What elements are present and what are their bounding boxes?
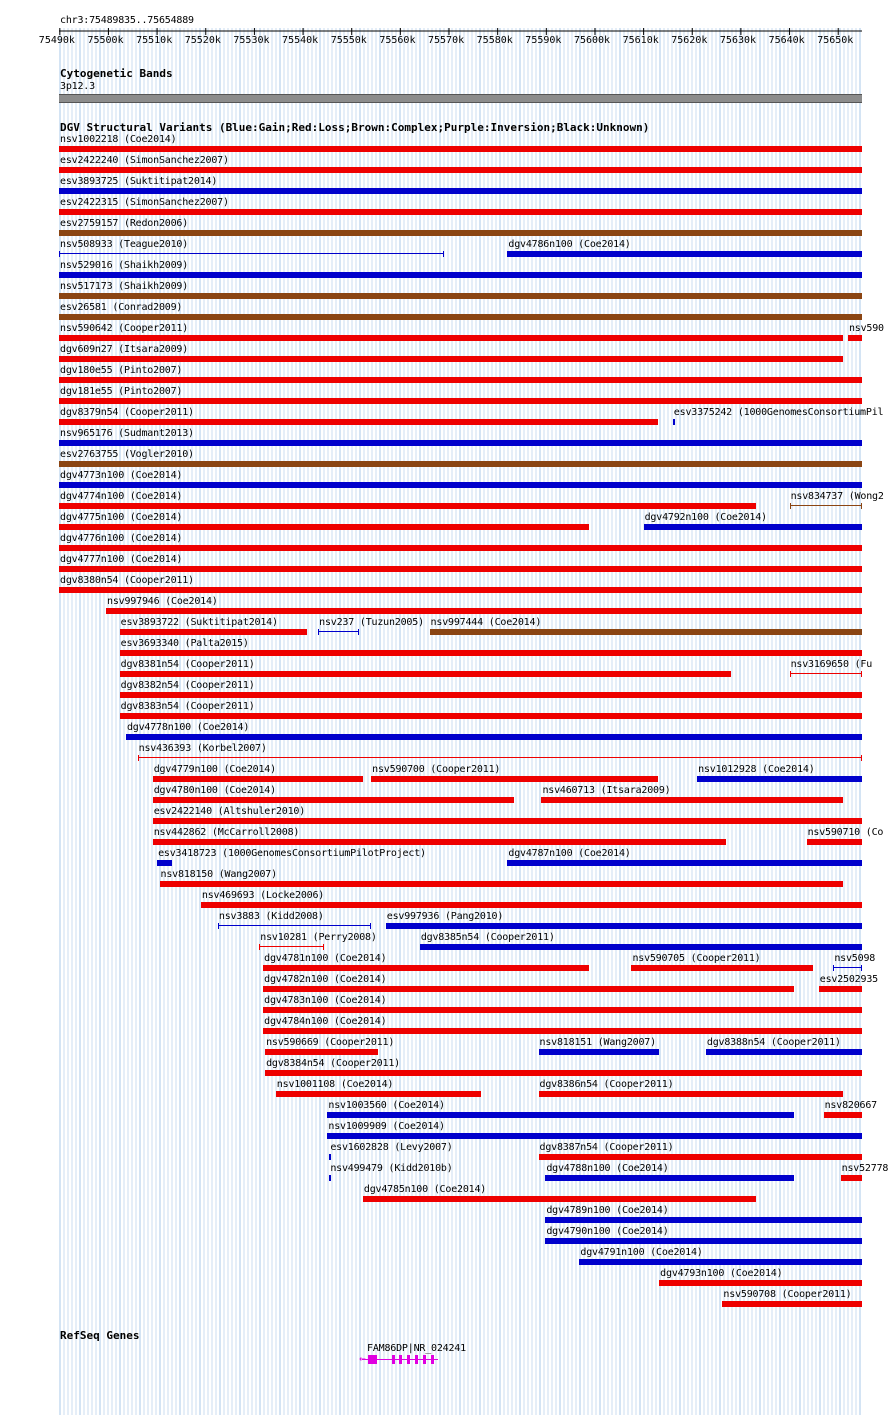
variant-bar[interactable] — [157, 860, 172, 866]
variant-label[interactable]: nsv590642 (Cooper2011) — [60, 323, 189, 334]
variant-bar[interactable] — [59, 188, 862, 194]
variant-bar[interactable] — [106, 608, 862, 614]
variant-label[interactable]: nsv1009909 (Coe2014) — [328, 1121, 445, 1132]
variant-bar[interactable] — [59, 482, 862, 488]
variant-bar[interactable] — [59, 146, 862, 152]
variant-label[interactable]: esv2422140 (Altshuler2010) — [153, 806, 306, 817]
variant-bar[interactable] — [59, 419, 658, 425]
variant-label[interactable]: nsv1003560 (Coe2014) — [328, 1100, 445, 1111]
variant-label[interactable]: nsv590705 (Cooper2011) — [632, 953, 761, 964]
ruler-tick-label: 75550k — [330, 35, 367, 46]
variant-bar[interactable] — [722, 1301, 862, 1307]
variant-label[interactable]: dgv8380n54 (Cooper2011) — [60, 575, 194, 586]
variant-bar[interactable] — [160, 881, 844, 887]
variant-label[interactable]: dgv4780n100 (Coe2014) — [153, 785, 276, 796]
variant-label[interactable]: esv3893722 (Suktitipat2014) — [120, 617, 278, 628]
variant-bar[interactable] — [59, 545, 862, 551]
variant-endcap — [259, 944, 260, 950]
variant-label[interactable]: esv2422315 (SimonSanchez2007) — [60, 197, 229, 208]
variant-bar[interactable] — [327, 1133, 862, 1139]
variant-endcap — [358, 629, 359, 635]
variant-bar[interactable] — [263, 965, 589, 971]
variant-label[interactable]: dgv4793n100 (Coe2014) — [660, 1268, 783, 1279]
variant-bar[interactable] — [545, 1175, 794, 1181]
variant-label[interactable]: nsv442862 (McCarroll2008) — [153, 827, 300, 838]
variant-bar-thin[interactable] — [259, 946, 324, 947]
variant-label[interactable]: esv2759157 (Redon2006) — [60, 218, 189, 229]
variant-endcap — [861, 755, 862, 761]
variant-bar[interactable] — [153, 818, 862, 824]
variant-bar[interactable] — [153, 839, 727, 845]
variant-bar-thin[interactable] — [318, 631, 358, 632]
variant-endcap — [861, 671, 862, 677]
variant-bar-thin[interactable] — [218, 925, 371, 926]
variant-bar[interactable] — [329, 1154, 331, 1160]
gene-strand-arrow-icon: ← — [359, 1352, 366, 1365]
variant-bar[interactable] — [59, 566, 862, 572]
variant-bar-thin[interactable] — [790, 673, 862, 674]
variant-bar[interactable] — [329, 1175, 331, 1181]
variant-bar[interactable] — [386, 923, 862, 929]
variant-label[interactable]: nsv1002218 (Coe2014) — [60, 134, 177, 145]
variant-label[interactable]: nsv52778 — [841, 1163, 889, 1174]
variant-bar[interactable] — [59, 503, 756, 509]
variant-label[interactable]: dgv8386n54 (Cooper2011) — [539, 1079, 674, 1090]
variant-label[interactable]: dgv4792n100 (Coe2014) — [644, 512, 767, 523]
variant-label[interactable]: dgv4775n100 (Coe2014) — [60, 512, 183, 523]
variant-label[interactable]: nsv997946 (Coe2014) — [107, 596, 218, 607]
variant-bar[interactable] — [579, 1259, 862, 1265]
variant-label[interactable]: dgv4783n100 (Coe2014) — [264, 995, 387, 1006]
cyto-band-label: 3p12.3 — [60, 81, 95, 92]
gene-exon[interactable] — [423, 1355, 426, 1364]
variant-label[interactable]: nsv517173 (Shaikh2009) — [60, 281, 189, 292]
variant-label[interactable]: dgv4776n100 (Coe2014) — [60, 533, 183, 544]
variant-label[interactable]: dgv8379n54 (Cooper2011) — [60, 407, 194, 418]
cytogenetic-bands-title[interactable]: Cytogenetic Bands — [60, 67, 173, 80]
variant-label[interactable]: nsv997444 (Coe2014) — [430, 617, 542, 628]
variant-label[interactable]: nsv834737 (Wong2 — [790, 491, 884, 502]
variant-bar[interactable] — [265, 1049, 378, 1055]
variant-bar[interactable] — [59, 398, 862, 404]
variant-bar[interactable] — [327, 1112, 794, 1118]
variant-bar[interactable] — [263, 1028, 862, 1034]
variant-bar[interactable] — [263, 986, 794, 992]
ruler-tick-label: 75640k — [768, 35, 805, 46]
variant-bar-thin[interactable] — [833, 967, 862, 968]
variant-label[interactable]: dgv8381n54 (Cooper2011) — [120, 659, 255, 670]
variant-label[interactable]: nsv590669 (Cooper2011) — [266, 1037, 395, 1048]
variant-label[interactable]: dgv4784n100 (Coe2014) — [264, 1016, 387, 1027]
variant-label[interactable]: nsv5098 — [834, 953, 876, 964]
variant-label[interactable]: dgv609n27 (Itsara2009) — [60, 344, 189, 355]
dgv-track-title[interactable]: DGV Structural Variants (Blue:Gain;Red:Loss;Brown:Complex;Purple:Inversion;Black:Unknown) — [60, 121, 650, 134]
gene-exon[interactable] — [415, 1355, 418, 1364]
variant-label[interactable]: dgv4782n100 (Coe2014) — [264, 974, 387, 985]
variant-bar[interactable] — [59, 524, 589, 530]
variant-label[interactable]: nsv499479 (Kidd2010b) — [330, 1163, 453, 1174]
variant-label[interactable]: nsv818151 (Wang2007) — [539, 1037, 656, 1048]
variant-bar[interactable] — [420, 944, 862, 950]
variant-bar[interactable] — [659, 1280, 862, 1286]
ruler-tick-label: 75490k — [38, 35, 75, 46]
variant-label[interactable]: dgv4779n100 (Coe2014) — [153, 764, 276, 775]
variant-label[interactable]: dgv8384n54 (Cooper2011) — [266, 1058, 400, 1069]
ruler-tick-label: 75530k — [233, 35, 270, 46]
variant-label[interactable]: dgv180e55 (Pinto2007) — [60, 365, 183, 376]
variant-bar[interactable] — [265, 1070, 862, 1076]
variant-label[interactable]: nsv590700 (Cooper2011) — [372, 764, 501, 775]
variant-bar[interactable] — [120, 692, 862, 698]
variant-label[interactable]: nsv436393 (Korbel2007) — [138, 743, 267, 754]
variant-bar[interactable] — [120, 629, 307, 635]
variant-bar[interactable] — [59, 335, 843, 341]
variant-bar[interactable] — [371, 776, 658, 782]
variant-endcap — [59, 251, 60, 257]
gene-exon[interactable] — [392, 1355, 395, 1364]
variant-label[interactable]: nsv3883 (Kidd2008) — [218, 911, 324, 922]
variant-label[interactable]: dgv4773n100 (Coe2014) — [60, 470, 183, 481]
variant-label[interactable]: nsv590 — [848, 323, 884, 334]
variant-label[interactable]: nsv3169650 (Fu — [790, 659, 873, 670]
variant-bar[interactable] — [263, 1007, 862, 1013]
variant-endcap — [861, 965, 862, 971]
cytoband-bar[interactable] — [59, 94, 862, 103]
variant-bar[interactable] — [673, 419, 675, 425]
variant-bar[interactable] — [824, 1112, 862, 1118]
variant-bar[interactable] — [507, 251, 862, 257]
variant-bar[interactable] — [59, 293, 862, 299]
variant-bar[interactable] — [276, 1091, 481, 1097]
variant-bar[interactable] — [697, 776, 862, 782]
variant-bar-thin[interactable] — [138, 757, 862, 758]
variant-bar[interactable] — [706, 1049, 862, 1055]
variant-endcap — [443, 251, 444, 257]
variant-label[interactable]: nsv529016 (Shaikh2009) — [60, 260, 189, 271]
variant-bar[interactable] — [631, 965, 812, 971]
variant-bar[interactable] — [59, 230, 862, 236]
variant-label[interactable]: nsv460713 (Itsara2009) — [542, 785, 671, 796]
variant-bar[interactable] — [59, 377, 862, 383]
variant-bar[interactable] — [59, 314, 862, 320]
variant-bar[interactable] — [126, 734, 862, 740]
variant-label[interactable]: dgv4791n100 (Coe2014) — [580, 1247, 703, 1258]
variant-label[interactable]: dgv4781n100 (Coe2014) — [264, 953, 387, 964]
variant-label[interactable]: dgv4787n100 (Coe2014) — [508, 848, 631, 859]
ruler-tick-label: 75580k — [476, 35, 513, 46]
variant-bar[interactable] — [120, 671, 732, 677]
gene-exon[interactable] — [399, 1355, 402, 1364]
variant-bar[interactable] — [59, 167, 862, 173]
gene-exon[interactable] — [368, 1355, 377, 1364]
variant-bar[interactable] — [59, 272, 862, 278]
ruler-tick-label: 75650k — [817, 35, 854, 46]
ruler-tick-label: 75600k — [573, 35, 611, 46]
variant-label[interactable]: nsv820667 — [824, 1100, 877, 1111]
variant-endcap — [833, 965, 834, 971]
variant-label[interactable]: esv26581 (Conrad2009) — [60, 302, 183, 313]
variant-label[interactable]: dgv8385n54 (Cooper2011) — [420, 932, 555, 943]
variant-bar[interactable] — [541, 797, 843, 803]
gene-label[interactable]: FAM86DP|NR_024241 — [367, 1343, 466, 1354]
variant-label[interactable]: dgv8382n54 (Cooper2011) — [120, 680, 255, 691]
ruler-tick-label: 75540k — [282, 35, 319, 46]
variant-bar[interactable] — [153, 776, 363, 782]
variant-label[interactable]: dgv4788n100 (Coe2014) — [546, 1163, 669, 1174]
variant-label[interactable]: esv3893725 (Suktitipat2014) — [60, 176, 218, 187]
variant-label[interactable]: nsv1012928 (Coe2014) — [698, 764, 815, 775]
variant-label[interactable]: dgv4778n100 (Coe2014) — [126, 722, 250, 733]
variant-bar[interactable] — [507, 860, 862, 866]
variant-label[interactable]: dgv4786n100 (Coe2014) — [508, 239, 631, 250]
variant-bar[interactable] — [153, 797, 514, 803]
variant-bar[interactable] — [545, 1238, 862, 1244]
variant-bar[interactable] — [59, 356, 843, 362]
variant-label[interactable]: nsv10281 (Perry2008) — [260, 932, 377, 943]
variant-bar[interactable] — [539, 1049, 660, 1055]
variant-label[interactable]: esv3375242 (1000GenomesConsortiumPil — [673, 407, 884, 418]
variant-label[interactable]: dgv4785n100 (Coe2014) — [363, 1184, 487, 1195]
variant-bar[interactable] — [644, 524, 862, 530]
variant-label[interactable]: dgv4789n100 (Coe2014) — [546, 1205, 669, 1216]
variant-label[interactable]: dgv8383n54 (Cooper2011) — [120, 701, 255, 712]
variant-bar[interactable] — [545, 1217, 862, 1223]
variant-bar-thin[interactable] — [790, 505, 862, 506]
variant-bar[interactable] — [819, 986, 862, 992]
variant-label[interactable]: nsv590708 (Cooper2011) — [723, 1289, 852, 1300]
variant-bar[interactable] — [59, 587, 862, 593]
variant-bar[interactable] — [120, 650, 862, 656]
ruler-tick-label: 75590k — [525, 35, 562, 46]
refseq-genes-title[interactable]: RefSeq Genes — [60, 1329, 140, 1342]
variant-label[interactable]: dgv4790n100 (Coe2014) — [546, 1226, 669, 1237]
variant-bar[interactable] — [120, 713, 862, 719]
ruler-tick-label: 75610k — [622, 35, 659, 46]
gene-exon[interactable] — [407, 1355, 410, 1364]
ruler-tick-label: 75560k — [379, 35, 416, 46]
variant-endcap — [790, 503, 791, 509]
variant-label[interactable]: dgv8387n54 (Cooper2011) — [539, 1142, 674, 1153]
variant-bar[interactable] — [59, 440, 862, 446]
variant-label[interactable]: esv3418723 (1000GenomesConsortiumPilotProject) — [158, 848, 426, 859]
variant-bar[interactable] — [201, 902, 862, 908]
variant-label[interactable]: nsv590710 (Co — [807, 827, 884, 838]
ruler-tick-label: 75630k — [719, 35, 757, 46]
ruler-tick-label: 75620k — [671, 35, 708, 46]
variant-label[interactable]: nsv818150 (Wang2007) — [160, 869, 277, 880]
variant-label[interactable]: dgv8388n54 (Cooper2011) — [706, 1037, 841, 1048]
variant-bar[interactable] — [59, 209, 862, 215]
variant-endcap — [323, 944, 324, 950]
variant-bar[interactable] — [539, 1154, 862, 1160]
variant-bar[interactable] — [841, 1175, 862, 1181]
variant-label[interactable]: nsv237 (Tuzun2005) — [319, 617, 424, 628]
variant-label[interactable]: esv3693340 (Palta2015) — [120, 638, 249, 649]
variant-bar[interactable] — [363, 1196, 756, 1202]
variant-label[interactable]: nsv1001108 (Coe2014) — [276, 1079, 394, 1090]
variant-label[interactable]: esv2763755 (Vogler2010) — [60, 449, 194, 460]
variant-label[interactable]: nsv508933 (Teague2010) — [60, 239, 189, 250]
variant-endcap — [370, 923, 371, 929]
ruler-tick-label: 75570k — [428, 35, 465, 46]
variant-label[interactable]: esv997936 (Pang2010) — [386, 911, 504, 922]
variant-endcap — [318, 629, 319, 635]
variant-bar[interactable] — [430, 629, 862, 635]
variant-endcap — [861, 503, 862, 509]
variant-label[interactable]: dgv4777n100 (Coe2014) — [60, 554, 183, 565]
variant-bar-thin[interactable] — [59, 253, 444, 254]
variant-endcap — [218, 923, 219, 929]
variant-label[interactable]: esv2422240 (SimonSanchez2007) — [60, 155, 229, 166]
variant-label[interactable]: esv1602828 (Levy2007) — [330, 1142, 453, 1153]
gene-exon[interactable] — [431, 1355, 434, 1364]
ruler-tick-label: 75510k — [136, 35, 173, 46]
region-label: chr3:75489835..75654889 — [60, 15, 194, 26]
ruler-tick-label: 75500k — [87, 35, 124, 46]
variant-bar[interactable] — [59, 461, 862, 467]
variant-label[interactable]: nsv469693 (Locke2006) — [201, 890, 325, 901]
variant-bar[interactable] — [848, 335, 862, 341]
variant-label[interactable]: nsv965176 (Sudmant2013) — [60, 428, 194, 439]
variant-label[interactable]: dgv181e55 (Pinto2007) — [60, 386, 183, 397]
variant-endcap — [790, 671, 791, 677]
variant-label[interactable]: esv2502935 — [819, 974, 878, 985]
variant-endcap — [138, 755, 139, 761]
variant-label[interactable]: dgv4774n100 (Coe2014) — [60, 491, 183, 502]
variant-bar[interactable] — [807, 839, 862, 845]
ruler-tick-label: 75520k — [184, 35, 221, 46]
variant-bar[interactable] — [539, 1091, 844, 1097]
